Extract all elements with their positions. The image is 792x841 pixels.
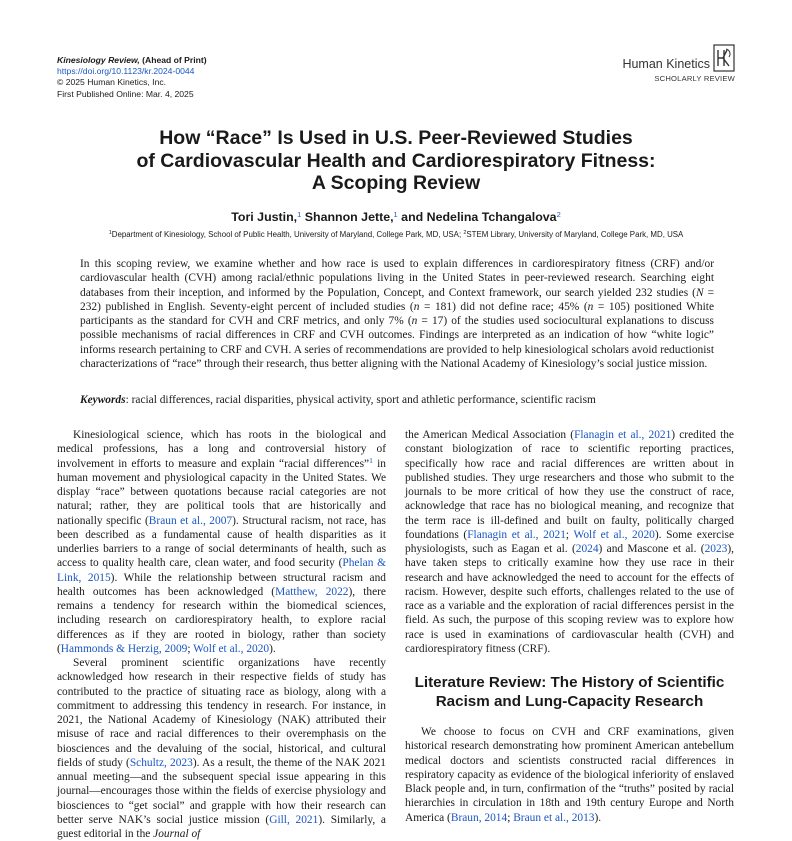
article-type: SCHOLARLY REVIEW [654,74,735,83]
author-3-affil-ref[interactable]: 2 [556,210,561,219]
text-run: Several prominent scientific organizations have recently acknowledged how research in their respective fields of study has contributed to the practice of situating race as biology, along with a commitment to addressing this tendency in research. For instance, in 2021, the National Academy of Kinesiology (NAK) attributed their misuse of race and racial differences to their overemphasis on the biosciences and the devaluing of the social, historical, and cultural fields of study ( [57,657,386,769]
keywords [80,394,740,406]
text-run: ). Structural racism, not race, has been described as a fundamental cause of health disparities as it underlies barriers to a range of social determinants of health, such as access to quality health care, clean water, and food security ( [57,514,386,570]
article-metadata [57,55,207,100]
publisher-name: Human Kinetics [622,57,710,71]
keywords-text: : racial differences, racial disparities, physical activity, sport and athletic performance, scientific racism [125,394,596,406]
abstract-var-n2: n [413,300,420,313]
citation-link[interactable]: 2023 [704,543,728,555]
text-run: ). [269,642,276,655]
doi-link[interactable]: https://doi.org/10.1123/kr.2024-0044 [57,66,195,77]
publisher-block [622,44,735,83]
text-run: ). Some exercise physiologists, such as Eagan et al. ( [405,528,735,555]
title-line-3: A Scoping Review [311,172,481,194]
text-run: the American Medical Association ( [405,429,575,441]
affiliations [0,230,792,239]
text-run: ). While the relationship between structural racism and health outcomes has been acknowledged ( [57,571,386,598]
text-run: in human movement and physiological capacity in the United States. We display “race” between quotations because racial categories are not natural; rather, they are political tools that are historically and nationally specific ( [57,457,386,527]
affil-1-marker: 1 [108,230,112,236]
publication-date: First Published Online: Mar. 4, 2025 [57,88,194,99]
abstract-text-3: = 181) did not define race; 45% ( [419,300,588,313]
text-run: ) and Mascone et al. ( [598,543,705,555]
abstract-var-n: N [695,286,704,299]
citation-link[interactable]: Braun, 2014 [450,811,508,824]
author-2-affil-ref[interactable]: 1 [393,210,398,219]
title-line-2: of Cardiovascular Health and Cardiorespiratory Fitness: [136,149,656,172]
author-1-affil-ref[interactable]: 1 [297,210,302,219]
author-1: Tori Justin, [231,210,298,224]
abstract-var-n4: n [411,315,418,328]
affil-2-marker: 2 [463,230,467,236]
text-run-italic: Journal of [153,828,201,840]
abstract-text-2: = 232) published in English. Seventy-eight percent of included studies ( [80,286,714,313]
abstract-text-5: = 17) of the studies used sociocultural explanations to discuss possible mechanisms of racial differences in CRF and CVH outcomes. Findings are interpreted as an indication of how “white logic” informs research pertaining to CRF and CVH. A series of recommendations are provided to help kinesiological scholars avoid reductionist characterizations of “race” through their research, thus better aligning with the National Academy of Kinesiology’s social justice mission. [80,315,714,371]
author-list [0,210,792,224]
affiliation-2: STEM Library, University of Maryland, College Park, MD, USA [466,230,684,239]
paragraph [405,725,734,825]
citation-link[interactable]: Wolf et al., 2020 [573,528,655,541]
text-run: ). [594,811,602,824]
citation-link[interactable]: 2024 [575,543,599,555]
citation-link[interactable]: Matthew, 2022 [275,585,349,598]
body-right-column [405,428,734,825]
journal-name: Kinesiology Review, [57,55,140,65]
paragraph [405,428,734,656]
abstract-text-4: = 105) positioned White participants as the standard for CVH and CRF metrics, and only 7% ( [80,300,715,328]
copyright: © 2025 Human Kinetics, Inc. [57,77,167,88]
keywords-label: Keywords [80,394,126,406]
citation-link[interactable]: Schultz, 2023 [129,756,193,769]
body-left-column [57,428,386,841]
text-run: ). Similarly, a guest editorial in the [57,813,386,840]
citation-link[interactable]: Wolf et al., 2020 [193,642,270,655]
citation-link[interactable]: Gill, 2021 [269,813,319,826]
text-run: We choose to focus on CVH and CRF examinations, given historical research demonstrating how prominent American antebellum medical doctors and scientists constructed racial differences in respiratory capacity as evidence of the biological inferiority of enslaved Black people and, in turn, confirmation of the “truths” posited by racial hierarchies in circulation in 18th and 19th century Europe and North America ( [405,726,734,824]
text-run: ), there remains a tendency for research within the biomedical sciences, including research on cardiorespiratory health, to explore racial differences as if they are rooted in biology, rather than society ( [57,585,386,655]
text-run: ; [507,811,514,824]
text-run: ), have taken steps to critically examine how they use race in their research and have acknowledged the need to account for the effects of racism. However, despite such efforts, challenges related to the use of race as a variable and the exploration of racial differences persist in the field. As such, the purpose of this scoping review was to explore how race is used in examinations of cardiovascular health (CVH) and cardiorespiratory fitness (CRF). [405,543,734,655]
text-run: ) credited the constant biologization of race to scientific reporting practices, specifically how race and racial differences are written about in published studies. They urge researchers and those who submit to the journals to be more critical of how they use the construct of race, acknowledge that race has no biological meaning, and recognize that the term race is ill-defined and built on faulty, politically charged foundations ( [405,429,734,541]
citation-link[interactable]: Phelan & Link, 2015 [57,557,386,584]
paragraph [57,656,386,841]
hk-logo-icon [713,44,735,72]
text-run: ; [187,642,194,655]
affiliation-1: Department of Kinesiology, School of Public Health, University of Maryland, College Park, MD, USA; [111,230,464,239]
abstract-text-1: In this scoping review, we examine whether and how race is used to explain differences in cardiorespiratory fitness (CRF) and/or cardiovascular health (CVH) among racial/ethnic populations living in the United States in peer-reviewed research. Searching eight databases from their inception, and informed by the Population, Concept, and Context framework, our search yielded 232 studies ( [80,258,714,299]
citation-link[interactable]: Braun et al., 2013 [513,811,595,824]
citation-link[interactable]: Flanagin et al., 2021 [467,528,566,541]
journal-line [57,55,207,66]
text-run: ; [565,528,574,541]
publication-status: (Ahead of Print) [142,55,207,65]
footnote-ref[interactable]: 1 [369,455,373,465]
citation-link[interactable]: Braun et al., 2007 [148,514,233,527]
abstract-var-n3: n [587,300,594,313]
section-heading: Literature Review: The History of Scientific Racism and Lung-Capacity Research [414,674,725,710]
article-title [0,127,792,195]
author-3: and Nedelina Tchangalova [401,210,557,224]
abstract [80,257,714,371]
title-line-1: How “Race” Is Used in U.S. Peer-Reviewed Studies [159,127,633,149]
text-run: Kinesiological science, which has roots in the biological and medical professions, has a long and controversial history of involvement in efforts to measure and explain “racial differences” [57,429,386,470]
text-run: ). As a result, the theme of the NAK 2021 annual meeting—and the subsequent special issue appearing in this journal—encourages those within the fields of exercise physiology and biosciences to “get social” and grapple with how their research can better serve NAK’s social justice mission ( [57,756,386,826]
author-2: Shannon Jette, [304,210,394,224]
citation-link[interactable]: Hammonds & Herzig, 2009 [60,642,188,655]
citation-link[interactable]: Flanagin et al., 2021 [574,429,672,441]
paragraph [57,428,386,656]
